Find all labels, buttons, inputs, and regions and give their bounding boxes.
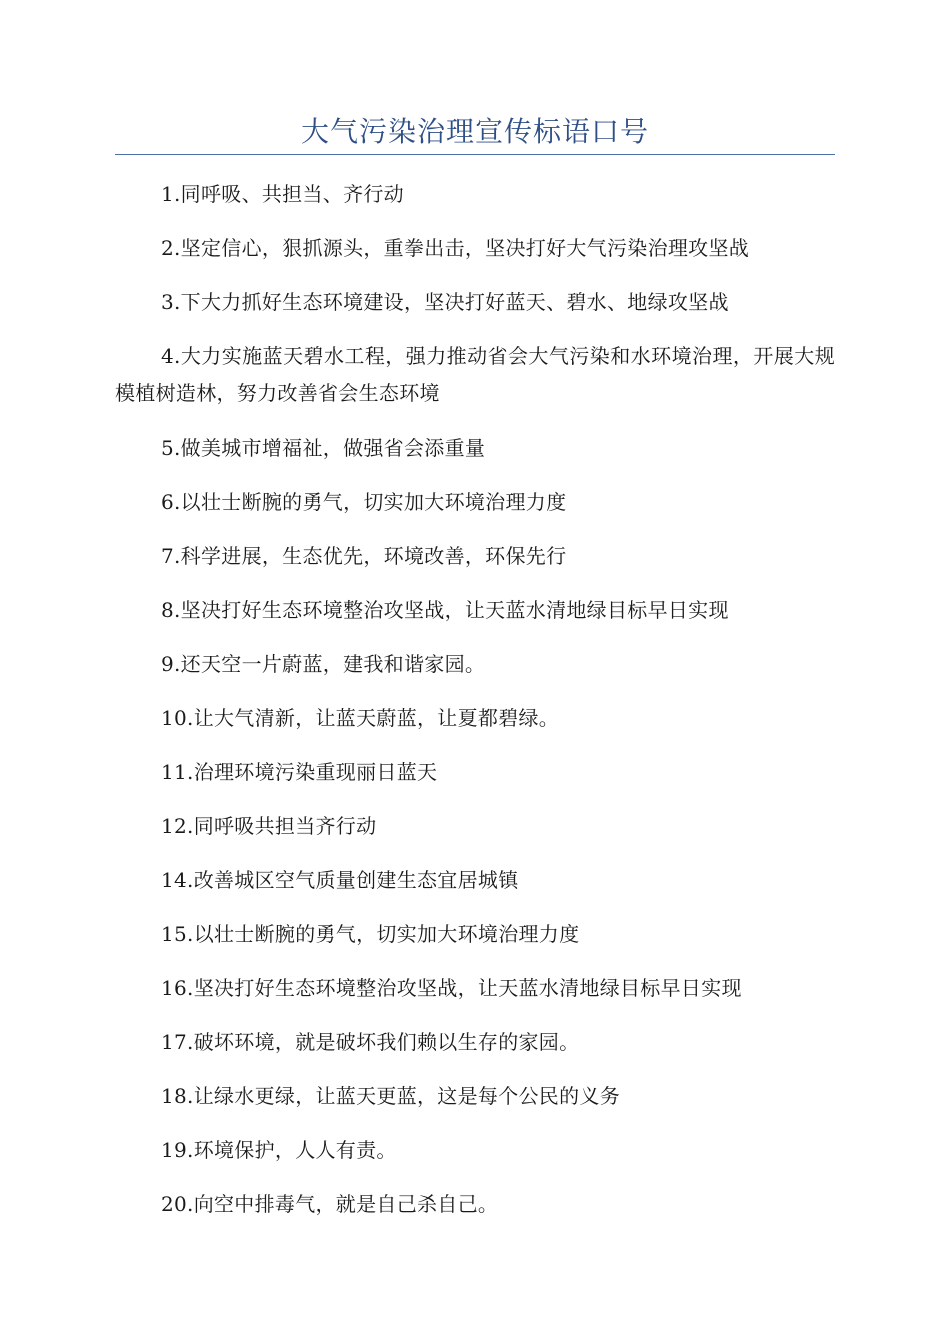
slogan-item: 2.坚定信心，狠抓源头，重拳出击，坚决打好大气污染治理攻坚战 <box>161 236 750 260</box>
slogan-item: 12.同呼吸共担当齐行动 <box>161 814 377 838</box>
slogan-item: 15.以壮士断腕的勇气，切实加大环境治理力度 <box>161 922 580 946</box>
slogan-item: 19.环境保护，人人有责。 <box>161 1138 397 1162</box>
slogan-item: 6.以壮士断腕的勇气，切实加大环境治理力度 <box>161 490 567 514</box>
slogan-item: 3.下大力抓好生态环境建设，坚决打好蓝天、碧水、地绿攻坚战 <box>161 290 729 314</box>
slogan-item: 20.向空中排毒气，就是自己杀自己。 <box>161 1192 499 1216</box>
title-underline <box>115 154 835 155</box>
slogan-item: 18.让绿水更绿，让蓝天更蓝，这是每个公民的义务 <box>161 1084 621 1108</box>
slogan-item: 1.同呼吸、共担当、齐行动 <box>161 182 404 206</box>
slogan-list <box>115 176 835 1240</box>
document-title: 大气污染治理宣传标语口号 <box>300 115 649 148</box>
slogan-item: 17.破坏环境，就是破坏我们赖以生存的家园。 <box>161 1030 580 1054</box>
slogan-item: 14.改善城区空气质量创建生态宜居城镇 <box>161 868 519 892</box>
slogan-item: 10.让大气清新，让蓝天蔚蓝，让夏都碧绿。 <box>161 706 560 730</box>
slogan-item: 11.治理环境污染重现丽日蓝天 <box>161 760 438 784</box>
slogan-item: 16.坚决打好生态环境整治攻坚战，让天蓝水清地绿目标早日实现 <box>161 976 742 1000</box>
slogan-item: 5.做美城市增福祉，做强省会添重量 <box>161 436 486 460</box>
slogan-item: 7.科学进展，生态优先，环境改善，环保先行 <box>161 544 567 568</box>
slogan-item: 4.大力实施蓝天碧水工程，强力推动省会大气污染和水环境治理，开展大规模植树造林，努力改善省会生态环境 <box>115 344 835 405</box>
slogan-item: 9.还天空一片蔚蓝，建我和谐家园。 <box>161 652 486 676</box>
slogan-item: 8.坚决打好生态环境整治攻坚战，让天蓝水清地绿目标早日实现 <box>161 598 729 622</box>
